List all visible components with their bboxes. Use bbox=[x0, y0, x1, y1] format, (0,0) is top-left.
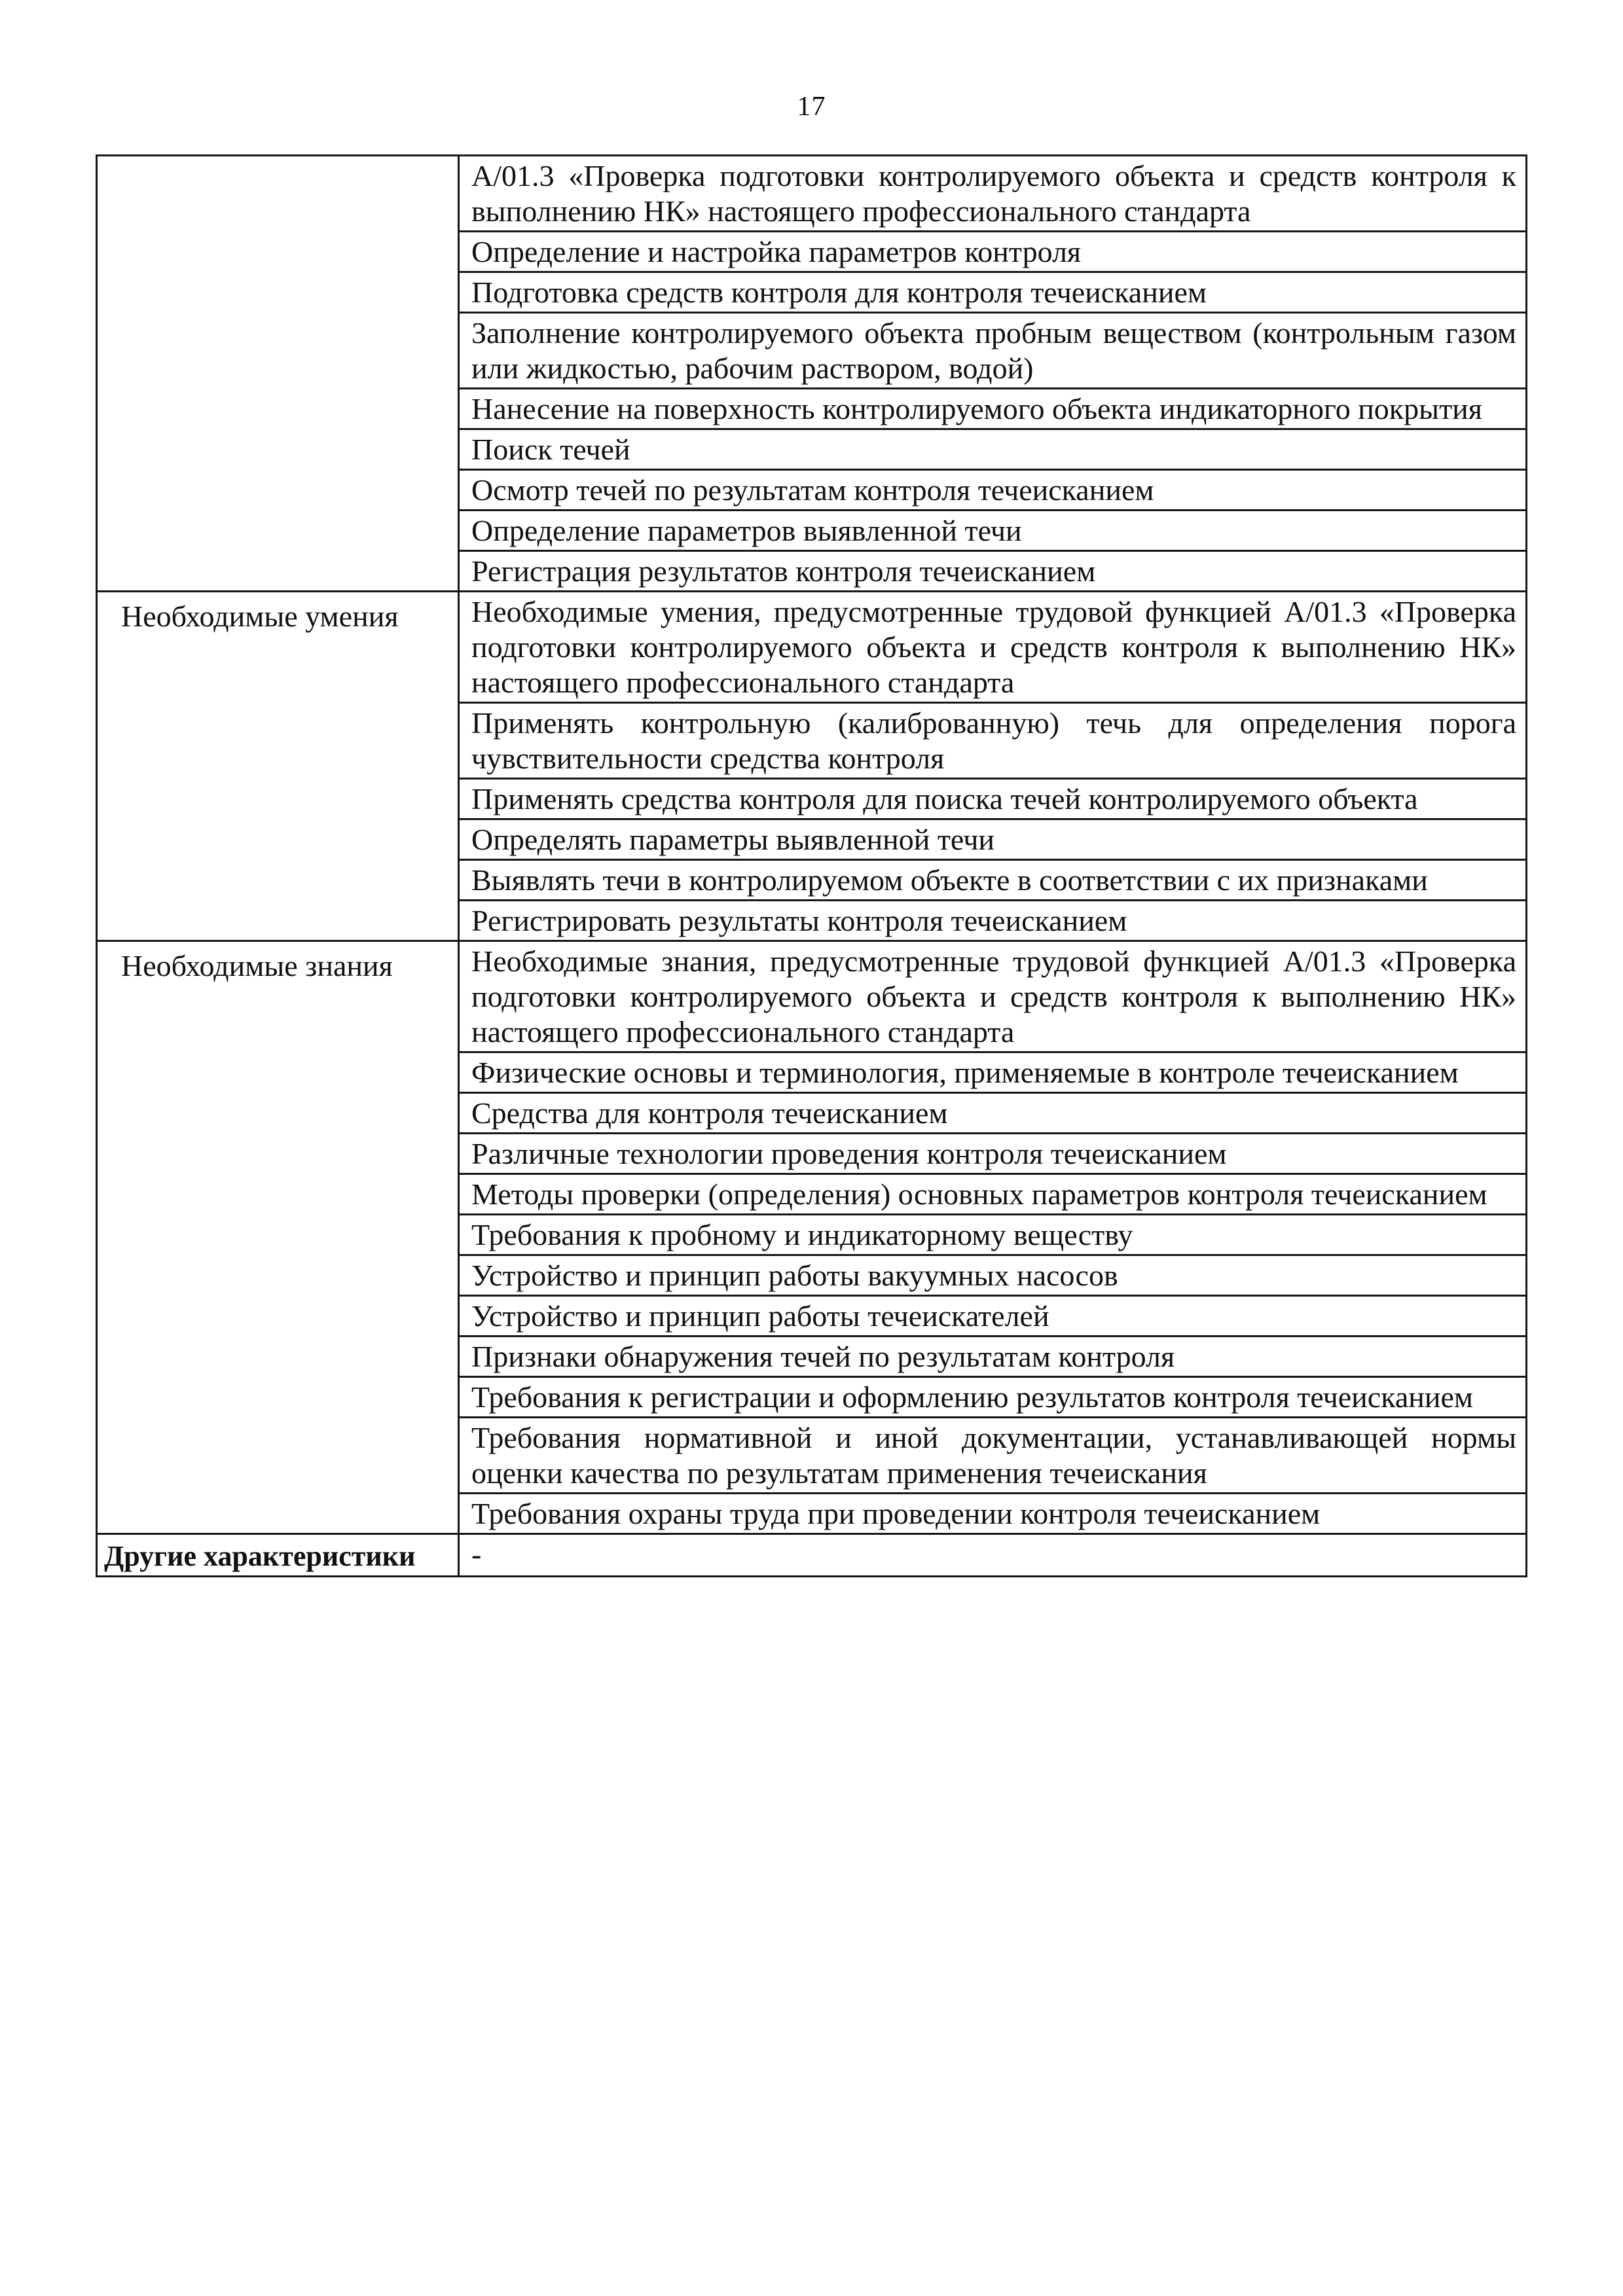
table-cell: Устройство и принцип работы вакуумных насосов bbox=[459, 1255, 1527, 1296]
table-cell: Определение параметров выявленной течи bbox=[459, 511, 1527, 551]
table-cell: Выявлять течи в контролируемом объекте в соответствии с их признаками bbox=[459, 860, 1527, 901]
table-cell: Требования к регистрации и оформлению результатов контроля течеисканием bbox=[459, 1377, 1527, 1418]
table-cell: Применять средства контроля для поиска течей контролируемого объекта bbox=[459, 779, 1527, 819]
table-cell: А/01.3 «Проверка подготовки контролируемого объекта и средств контроля к выполнению НК» настоящего профессионального стандарта bbox=[459, 156, 1527, 232]
table-cell: Определение и настройка параметров контроля bbox=[459, 232, 1527, 272]
table-cell: Применять контрольную (калиброванную) течь для определения порога чувствительности средства контроля bbox=[459, 703, 1527, 779]
page-number: 17 bbox=[797, 92, 826, 122]
table-cell: Требования нормативной и иной документации, устанавливающей нормы оценки качества по результатам применения течеискания bbox=[459, 1418, 1527, 1494]
table-cell: Регистрация результатов контроля течеисканием bbox=[459, 551, 1527, 592]
table-cell: Методы проверки (определения) основных параметров контроля течеисканием bbox=[459, 1174, 1527, 1215]
table-cell: Физические основы и терминология, применяемые в контроле течеисканием bbox=[459, 1052, 1527, 1093]
table-cell: Определять параметры выявленной течи bbox=[459, 819, 1527, 860]
table-row bbox=[97, 1534, 1527, 1577]
qualification-table bbox=[96, 154, 1527, 1577]
other-characteristics-value: - bbox=[459, 1534, 1527, 1577]
table-cell: Необходимые умения, предусмотренные трудовой функцией А/01.3 «Проверка подготовки контролируемого объекта и средств контроля к выполнению НК» настоящего профессионального стандарта bbox=[459, 592, 1527, 703]
table-cell: Требования охраны труда при проведении контроля течеисканием bbox=[459, 1494, 1527, 1534]
table-row bbox=[97, 156, 1527, 232]
other-characteristics-label: Другие характеристики bbox=[97, 1534, 459, 1577]
section-label-skills: Необходимые умения bbox=[97, 592, 459, 941]
table-cell: Осмотр течей по результатам контроля течеисканием bbox=[459, 470, 1527, 511]
section-label bbox=[97, 156, 459, 592]
table-row bbox=[97, 941, 1527, 1052]
section-label-knowledge: Необходимые знания bbox=[97, 941, 459, 1534]
table-cell: Подготовка средств контроля для контроля течеисканием bbox=[459, 272, 1527, 313]
table-cell: Нанесение на поверхность контролируемого объекта индикаторного покрытия bbox=[459, 389, 1527, 429]
table-cell: Регистрировать результаты контроля течеисканием bbox=[459, 901, 1527, 941]
table-cell: Признаки обнаружения течей по результатам контроля bbox=[459, 1336, 1527, 1377]
table-cell: Необходимые знания, предусмотренные трудовой функцией А/01.3 «Проверка подготовки контролируемого объекта и средств контроля к выполнению НК» настоящего профессионального стандарта bbox=[459, 941, 1527, 1052]
table-cell: Средства для контроля течеисканием bbox=[459, 1093, 1527, 1134]
table-body bbox=[97, 156, 1527, 1577]
table-cell: Требования к пробному и индикаторному веществу bbox=[459, 1215, 1527, 1255]
table-cell: Заполнение контролируемого объекта пробным веществом (контрольным газом или жидкостью, рабочим раствором, водой) bbox=[459, 313, 1527, 389]
table-cell: Поиск течей bbox=[459, 429, 1527, 470]
table-row bbox=[97, 592, 1527, 703]
table-cell: Устройство и принцип работы течеискателей bbox=[459, 1296, 1527, 1336]
table-cell: Различные технологии проведения контроля течеисканием bbox=[459, 1134, 1527, 1174]
